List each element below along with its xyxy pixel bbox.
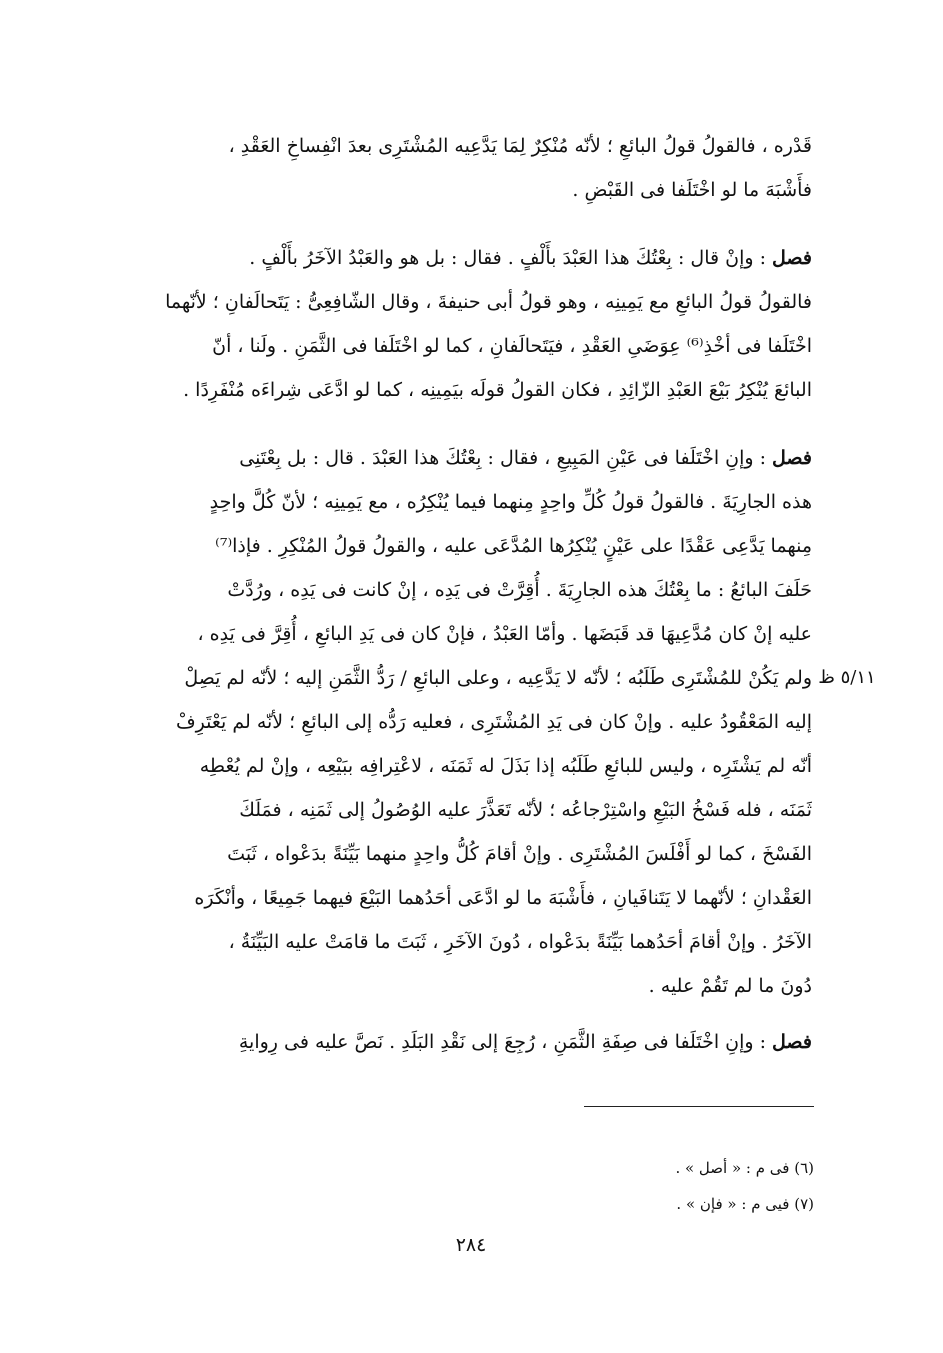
paragraph-4 <box>112 1020 812 1064</box>
text-line <box>112 436 812 480</box>
text-line: الفَسْخَ ، كما لو أَفْلَسَ المُشْتَرِى . وإنْ أقامَ كُلُّ واحِدٍ منهما بَيِّنَةً بدَعْواه ، ثَبَتَ <box>227 843 812 865</box>
margin-folio-note: ٥/١١ ظ <box>818 667 876 688</box>
text-line: ثَمَنَه ، فله فَسْخُ البَيْعِ واسْتِرْجاعُه ؛ لأنّه تَعَذَّرَ عليه الوُصُولُ إلى ثَمَنِه ، فمَلَكَ <box>239 799 812 821</box>
text-line-body: : وإنِ اخْتَلَفا فى صِفَةِ الثَّمَنِ ، رُجِعَ إلى نَقْدِ البَلَدِ . نَصَّ عليه فى رِوايةِ <box>238 1031 766 1053</box>
footnotes <box>500 1150 814 1222</box>
text-line: العَقْدانِ ؛ لأنّهما لا يَتَنافَيانِ ، فأَشْبَهَ ما لو ادَّعَى أحَدُهما البَيْعَ فيهما جَمِيعًا ، وأنْكَرَه <box>194 887 812 909</box>
paragraph-1 <box>112 124 812 212</box>
text-line: دُونَ ما لم تَقُمْ عليه . <box>648 975 812 997</box>
section-label: فصل <box>772 247 812 269</box>
section-label: فصل <box>772 447 812 469</box>
text-line: ولم يَكُنْ للمُشْتَرِى طَلَبُه ؛ لأنّه لا يَدَّعِيه ، وعلى البائعِ / رَدُّ الثَّمَنِ إليه ؛ لأنّه لم يَصِلْ <box>184 667 812 689</box>
text-line <box>112 236 812 280</box>
text-line: مِنهما يَدَّعِى عَقْدًا على عَيْنٍ يُنْكِرُها المُدَّعَى عليه ، والقولُ قولُ المُنْكِرِ . فإذا⁽⁷⁾ <box>215 535 812 557</box>
text-line: هذه الجارِيَةَ . فالقولُ قولُ كُلِّ واحِدٍ مِنهما فيما يُنْكِرُه ، مع يَمِينِه ؛ لأنّ كُلَّ واحِدٍ <box>209 491 812 513</box>
text-line: البائعَ يُنْكِرُ بَيْعَ العَبْدِ الزّائِدِ ، فكان القولُ قولَه بيَمِينِه ، كما لو ادَّعَى شِراءَه مُنْفَرِدًا . <box>183 379 812 401</box>
section-label: فصل <box>772 1031 812 1053</box>
text-line: إليه المَعْقُودُ عليه . وإنْ كان فى يَدِ المُشْتَرِى ، فعليه رَدُّه إلى البائعِ ؛ لأنّه لم يَعْتَرِفْ <box>175 711 812 733</box>
text-line: الآخَرُ . وإنْ أقامَ أحَدُهما بَيِّنَةً بدَعْواه ، دُونَ الآخَرِ ، ثَبَتَ ما قامَتْ عليه البَيِّنَةُ ، <box>228 931 812 953</box>
page-number: ٢٨٤ <box>455 1234 487 1256</box>
text-line: حَلَفَ البائعُ : ما بِعْتُكَ هذه الجارِيَةَ . أُقِرَّتْ فى يَدِه ، إنْ كانت فى يَدِه ، ورُدَّتْ <box>227 579 812 601</box>
footnote-divider <box>584 1106 814 1107</box>
footnote: (٧) فيى م : « فإن » . <box>676 1195 814 1213</box>
text-line: فأَشْبَهَ ما لو اخْتَلَفا فى القَبْضِ . <box>572 179 812 201</box>
paragraph-2 <box>112 236 812 412</box>
footnote: (٦) فى م : « أصل » . <box>675 1159 814 1177</box>
text-line: أنّه لم يَشْتَرِه ، وليس للبائعِ طَلَبُه إذا بَذَلَ له ثَمَنَه ، لاعْتِرافِه ببَيْعِه ، وإنْ لم يُعْطِه <box>199 755 812 777</box>
text-line: اخْتَلَفا فى أخْذِ⁽⁶⁾ عِوَضَىِ العَقْدِ ، فيَتَحالَفانِ ، كما لو اخْتَلَفا فى الثَّمَنِ . ولَنا ، أنّ <box>212 335 812 357</box>
paragraph-3 <box>112 436 812 1008</box>
text-line: قَدْره ، فالقولُ قولُ البائعِ ؛ لأنّه مُنْكِرٌ لِمَا يَدَّعِيه المُشْتَرِى بعدَ انْفِساخِ العَقْدِ ، <box>228 135 812 157</box>
text-line-body: : وإنِ اخْتَلَفا فى عَيْنِ المَبِيعِ ، فقال : بِعْتُكَ هذا العَبْدَ . قال : بل بِعْتَنِى <box>239 447 766 469</box>
text-line-body: : وإنْ قال : بِعْتُكَ هذا العَبْدَ بأَلْفٍ . فقال : بل هو والعَبْدُ الآخَرُ بأَلْفٍ . <box>249 247 766 269</box>
text-line: عليه إنْ كان مُدَّعِيهَا قد قَبَضَها . وأمّا العَبْدُ ، فإنْ كان فى يَدِ البائعِ ، أُقِرَّ فى يَدِه ، <box>197 623 812 645</box>
text-line <box>112 1020 812 1064</box>
text-line: فالقولُ قولُ البائعِ مع يَمِينِه ، وهو قولُ أبى حنيفةَ ، وقال الشّافِعِىُّ : يَتَحالَفانِ ؛ لأنّهما <box>165 291 812 313</box>
